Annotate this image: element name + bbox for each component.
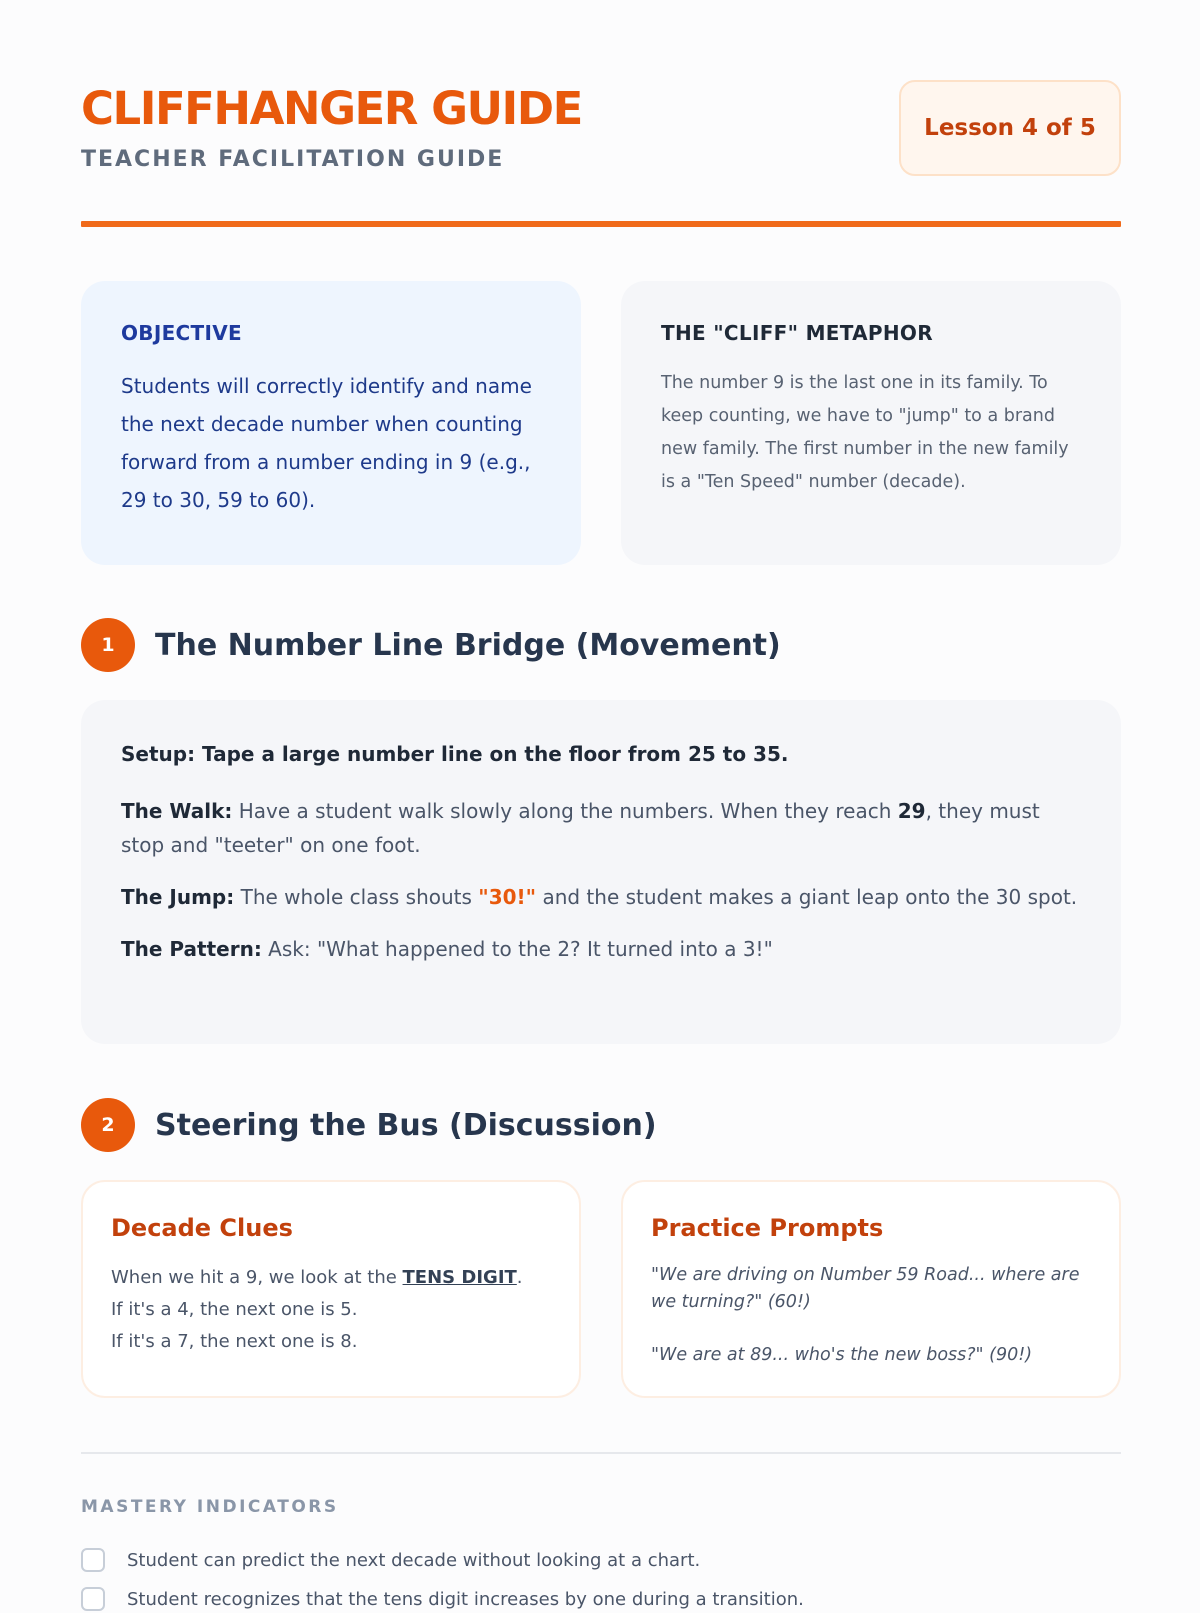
lesson-badge: Lesson 4 of 5: [899, 80, 1121, 176]
tens-digit-term: TENS DIGIT: [402, 1267, 517, 1288]
jump-shout: "30!": [478, 885, 537, 909]
mastery-item[interactable]: [81, 1585, 804, 1613]
section-1-number-badge: 1: [81, 618, 135, 672]
section-2-title: Steering the Bus (Discussion): [155, 1107, 657, 1143]
objective-heading: OBJECTIVE: [121, 321, 242, 345]
practice-prompt-1: "We are driving on Number 59 Road... where are we turning?" (60!): [651, 1265, 1080, 1312]
mastery-checkbox[interactable]: [81, 1548, 105, 1572]
jump-label: The Jump:: [121, 885, 235, 909]
mastery-item-text: Student recognizes that the tens digit increases by one during a transition.: [127, 1588, 804, 1610]
walk-step: [121, 794, 1081, 862]
jump-text-b: and the student makes a giant leap onto the 30 spot.: [536, 885, 1078, 909]
objective-card: [81, 281, 581, 565]
clue-line-2: If it's a 4, the next one is 5.: [111, 1299, 358, 1320]
decade-clues-card: [81, 1180, 581, 1398]
walk-label: The Walk:: [121, 799, 233, 823]
metaphor-text: The number 9 is the last one in its family. To keep counting, we have to "jump" to a brand new family. The first number in the new family is a "Ten Speed" number (decade).: [661, 373, 1069, 492]
clue-line-3: If it's a 7, the next one is 8.: [111, 1331, 358, 1352]
jump-text-a: The whole class shouts: [234, 885, 479, 909]
mastery-indicators-label: MASTERY INDICATORS: [81, 1497, 339, 1517]
section-2-heading: [81, 1098, 657, 1152]
section-2-number-badge: 2: [81, 1098, 135, 1152]
walk-text-a: Have a student walk slowly along the numbers. When they reach: [232, 799, 898, 823]
pattern-step: [121, 932, 1081, 966]
jump-step: [121, 880, 1081, 914]
setup-instruction: Setup: Tape a large number line on the floor from 25 to 35.: [121, 742, 789, 766]
header: [81, 80, 1121, 226]
practice-prompts-card: [621, 1180, 1121, 1398]
walk-text-b: , they must stop and "teeter" on one foot.: [121, 799, 1040, 857]
clue-line-1: [111, 1262, 551, 1294]
mastery-item-text: Student can predict the next decade without looking at a chart.: [127, 1549, 701, 1571]
number-line-activity-card: [81, 700, 1121, 1044]
metaphor-card: [621, 281, 1121, 565]
pattern-text: Ask: "What happened to the 2? It turned into a 3!": [261, 937, 773, 961]
mastery-checkbox[interactable]: [81, 1587, 105, 1611]
page-title: CLIFFHANGER GUIDE: [81, 82, 582, 135]
clue-line-1-end: .: [516, 1267, 523, 1288]
section-divider: [81, 1452, 1121, 1454]
section-1-title: The Number Line Bridge (Movement): [155, 627, 781, 663]
practice-prompt-2: "We are at 89... who's the new boss?" (90!): [651, 1345, 1033, 1365]
header-divider: [81, 221, 1121, 227]
page-subtitle: TEACHER FACILITATION GUIDE: [81, 147, 505, 172]
clue-line-1-text: When we hit a 9, we look at the: [111, 1267, 403, 1288]
pattern-label: The Pattern:: [121, 937, 262, 961]
objective-text: Students will correctly identify and name the next decade number when counting forward from a number ending in 9 (e.g., 29 to 30, 59 to 60).: [121, 374, 532, 512]
mastery-item[interactable]: [81, 1546, 700, 1574]
decade-clues-heading: Decade Clues: [111, 1214, 293, 1242]
section-1-heading: [81, 618, 781, 672]
walk-number: 29: [897, 799, 926, 823]
practice-prompts-heading: Practice Prompts: [651, 1214, 884, 1242]
metaphor-heading: THE "CLIFF" METAPHOR: [661, 321, 933, 345]
